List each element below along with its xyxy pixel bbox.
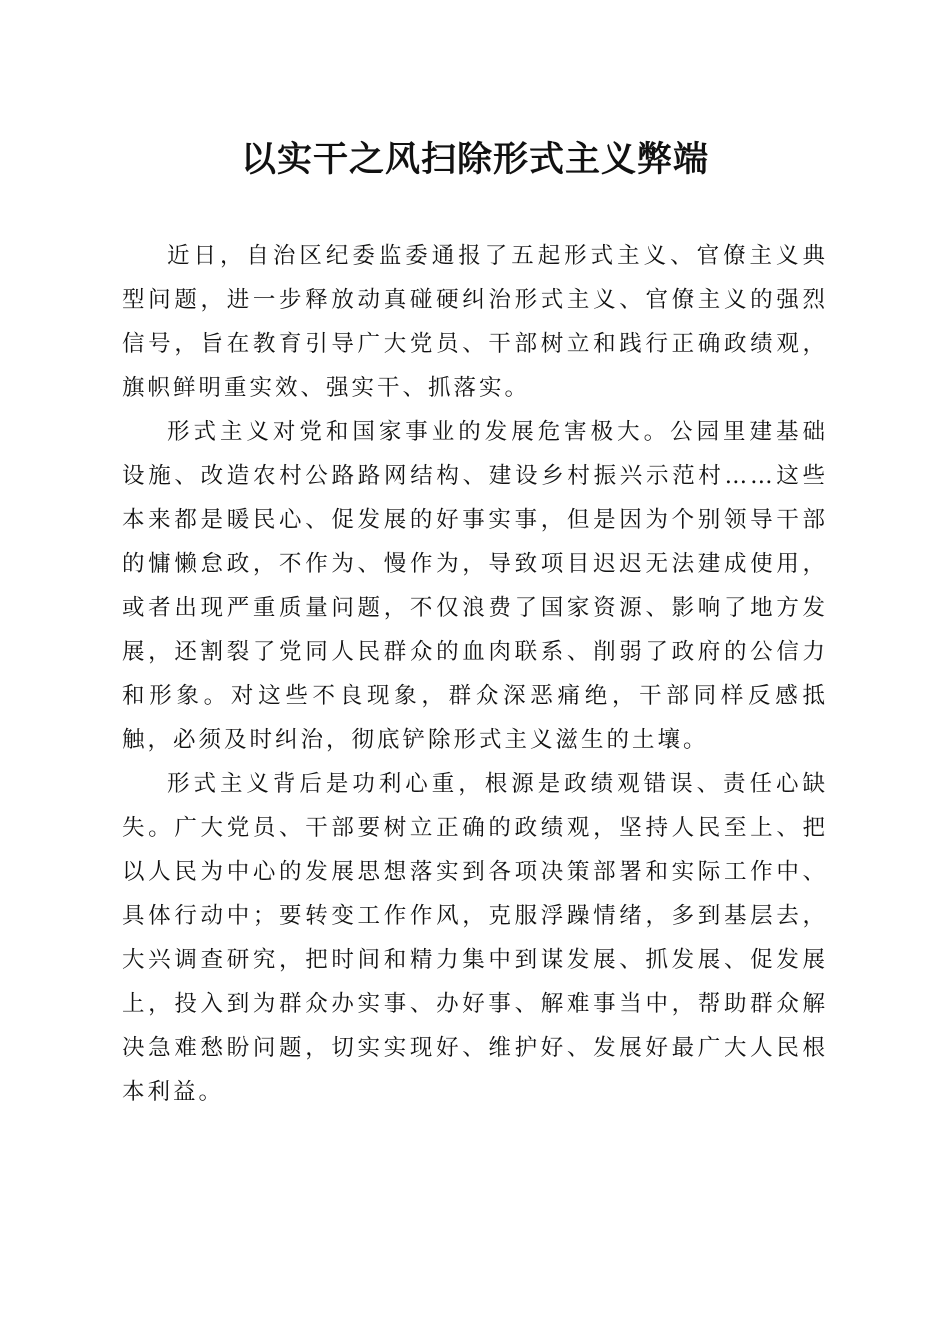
paragraph-2: 形式主义对党和国家事业的发展危害极大。公园里建基础设施、改造农村公路路网结构、建设乡村振兴示范村……这些本来都是暖民心、促发展的好事实事，但是因为个别领导干部的慵懒怠政，不作为、慢作为，导致项目迟迟无法建成使用，或者出现严重质量问题，不仅浪费了国家资源、影响了地方发展，还割裂了党同人民群众的血肉联系、削弱了政府的公信力和形象。对这些不良现象，群众深恶痛绝，干部同样反感抵触，必须及时纠治，彻底铲除形式主义滋生的土壤。: [122, 419, 828, 753]
document-body: [122, 234, 828, 1114]
document-title: 以实干之风扫除形式主义弊端: [240, 139, 709, 180]
paragraph-3: 形式主义背后是功利心重，根源是政绩观错误、责任心缺失。广大党员、干部要树立正确的政绩观，坚持人民至上、把以人民为中心的发展思想落实到各项决策部署和实际工作中、具体行动中；要转变工作作风，克服浮躁情绪，多到基层去，大兴调查研究，把时间和精力集中到谋发展、抓发展、促发展上，投入到为群众办实事、办好事、解难事当中，帮助群众解决急难愁盼问题，切实实现好、维护好、发展好最广大人民根本利益。: [122, 771, 828, 1105]
paragraph-1: 近日，自治区纪委监委通报了五起形式主义、官僚主义典型问题，进一步释放动真碰硬纠治形式主义、官僚主义的强烈信号，旨在教育引导广大党员、干部树立和践行正确政绩观，旗帜鲜明重实效、强实干、抓落实。: [122, 243, 828, 401]
